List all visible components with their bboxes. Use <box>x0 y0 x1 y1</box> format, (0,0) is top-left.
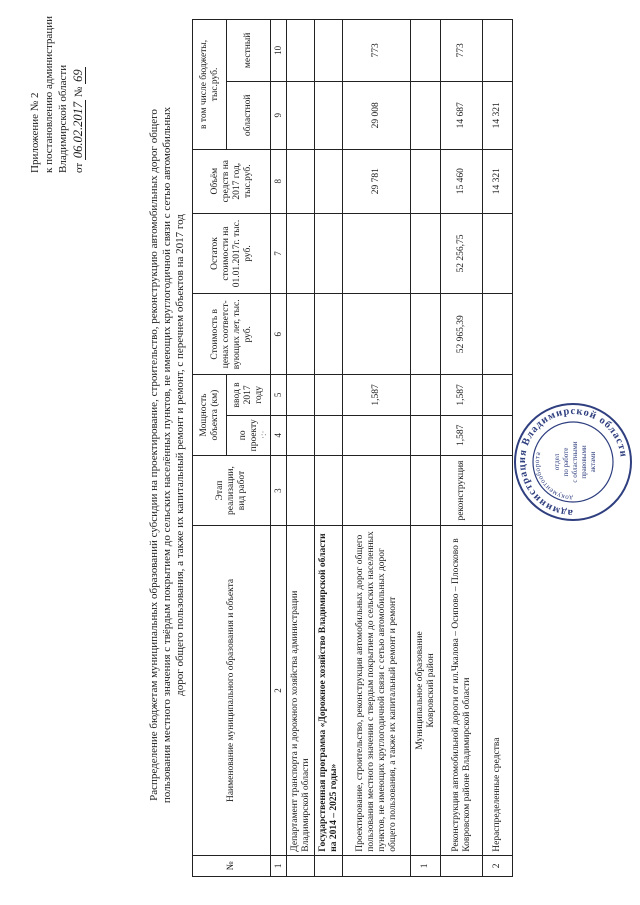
col-num-5: 5 <box>271 375 287 415</box>
col-num-8: 8 <box>271 149 287 213</box>
col-num-2: 2 <box>271 526 287 856</box>
header-volume: Объём средств на 2017 год, тыс.руб. <box>193 149 271 213</box>
table-row <box>343 20 411 877</box>
mo-row-no: 1 <box>411 855 441 876</box>
object-row-name: Реконструкция автомобильной дороги от ил.Чкалова – Осипово – Плосково в Ковровском районе Владимирской области <box>441 526 483 856</box>
header-capacity: Мощность объекта (км) <box>193 375 227 456</box>
object-row-capacity-2017: 1,587 <box>441 375 483 415</box>
header-cost: Стоимость в ценах соответст-вующих лет, тыс. руб. <box>193 294 271 375</box>
stamp-inner-line: актами <box>589 451 597 473</box>
table-row <box>411 20 441 877</box>
col-num-6: 6 <box>271 294 287 375</box>
design-row-regional: 29 008 <box>343 81 411 149</box>
stamp-ring-text: администрация Владимирской области <box>516 405 629 519</box>
header-capacity-project: по проекту <box>227 415 271 455</box>
header-remaining: Остаток стоимости на 01.01.2017г. тыс. руб. <box>193 213 271 294</box>
table-row <box>441 20 483 877</box>
document-title: Распределение бюджетам муниципальных образований субсидии на проектирование, строительство, реконструкцию автомобильных дорог общего пользования местного значения с твёрдым покрытием до сельских населённых пунктов, не имеющих круглогодичной связи с сетью автомобильных дорог общего пользования, а также их капитальный ремонт и ремонт, с перечнем объектов на 2017 год <box>148 106 186 804</box>
table-row <box>287 20 315 877</box>
unallocated-row-no: 2 <box>483 855 513 876</box>
scan-marks: ·:· <box>258 430 268 439</box>
resolution-number: 69 <box>71 69 85 82</box>
col-num-1: 1 <box>271 855 287 876</box>
mo-row-name-line2: Ковровский район <box>425 653 436 728</box>
header-incl-budgets: в том числе бюджеты, тыс.руб. <box>193 20 227 150</box>
header-regional: областной <box>227 81 271 149</box>
col-num-9: 9 <box>271 81 287 149</box>
column-number-row <box>271 20 287 877</box>
object-row-local: 773 <box>441 20 483 82</box>
design-row-volume: 29 781 <box>343 149 411 213</box>
col-num-10: 10 <box>271 20 287 82</box>
object-row-remaining: 52 256,75 <box>441 213 483 294</box>
stamp-inner-line: с областными <box>571 441 579 483</box>
resolution-ref: к постановлению администрации <box>43 16 55 173</box>
table-row <box>483 20 513 877</box>
department-name: Департамент транспорта и дорожного хозяйства администрации Владимирской области <box>287 526 315 856</box>
table-row <box>315 20 343 877</box>
design-row-name: Проектирование, строительство, реконструкция автомобильных дорог общего пользования местного значения с твердым покрытием до сельских населенных пунктов, не имеющих круглогодичной связи с сетью автомобильных дорог общего пользования, а также их капитальный ремонт и ремонт <box>343 526 411 856</box>
number-prefix: № <box>73 86 85 98</box>
header-no: № <box>193 855 271 876</box>
stamp-inner-line: отдел <box>553 453 561 471</box>
unallocated-row-volume: 14 321 <box>483 149 513 213</box>
resolution-date-line <box>72 67 85 173</box>
unallocated-row-name: Нераспределенные средства <box>483 526 513 856</box>
date-prefix: от <box>73 162 85 173</box>
unallocated-row-regional: 14 321 <box>483 81 513 149</box>
header-name: Наименование муниципального образования и объекта <box>193 526 271 856</box>
object-row-capacity-project: 1,587 <box>441 415 483 455</box>
resolution-date: 06.02.2017 <box>71 101 85 159</box>
mo-row-name <box>411 526 441 856</box>
appendix-label: Приложение № 2 <box>29 92 41 173</box>
header-row-1 <box>193 20 227 877</box>
col-num-7: 7 <box>271 213 287 294</box>
header-local: местный <box>227 20 271 82</box>
mo-row-name-line1: Муниципальное образование <box>414 631 425 750</box>
header-stage: Этап реализации, вид работ <box>193 455 271 525</box>
stamp-arc-text: документооборота <box>532 450 574 503</box>
design-row-local: 773 <box>343 20 411 82</box>
object-row-regional: 14 687 <box>441 81 483 149</box>
header-capacity-2017: ввод в 2017 году <box>227 375 271 415</box>
design-row-capacity-2017: 1,587 <box>343 375 411 415</box>
object-row-volume: 15 460 <box>441 149 483 213</box>
region-name: Владимирской области <box>57 64 69 173</box>
official-stamp <box>512 401 634 523</box>
stamp-inner-line: правовыми <box>580 445 588 479</box>
program-name: Государственная программа «Дорожное хозяйство Владимирской области на 2014 – 2025 годы» <box>315 526 343 856</box>
object-row-cost: 52 965,39 <box>441 294 483 375</box>
stamp-inner-line: по работе <box>562 447 570 477</box>
col-num-3: 3 <box>271 455 287 525</box>
col-num-4: 4 <box>271 415 287 455</box>
object-row-stage: реконструкция <box>441 455 483 525</box>
subsidy-table <box>192 19 513 877</box>
